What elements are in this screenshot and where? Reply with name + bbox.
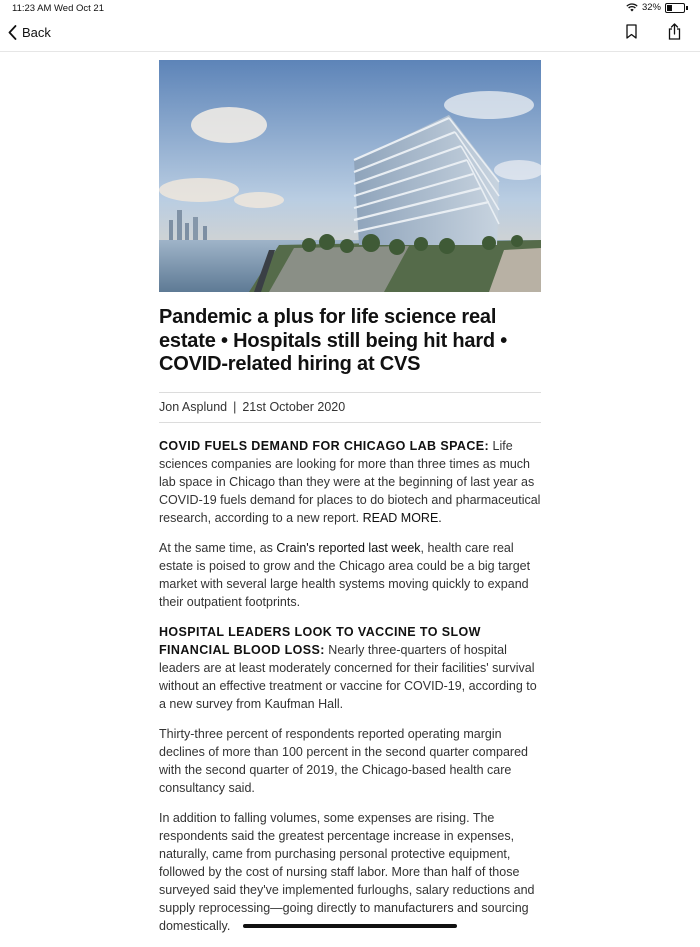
home-indicator xyxy=(243,924,457,928)
publish-date: 21st October 2020 xyxy=(242,400,346,414)
article-headline: Pandemic a plus for life science real estate • Hospitals still being hit hard • COVID-related hiring at CVS xyxy=(159,306,508,375)
author-name: Jon Asplund xyxy=(159,400,228,414)
crains-link[interactable]: Crain's reported last week xyxy=(276,540,421,555)
chevron-left-icon xyxy=(8,25,17,40)
paragraph: Thirty-three percent of respondents reported operating margin declines of more than 100 percent in the second quarter compared with the second quarter of 2019, the Chicago-based health care consultancy said. xyxy=(159,726,528,795)
paragraph xyxy=(159,539,541,611)
battery-icon xyxy=(665,3,685,13)
status-date: Wed Oct 21 xyxy=(54,3,104,14)
battery-percent: 32% xyxy=(641,2,661,13)
section-lead: HOSPITAL LEADERS LOOK TO VACCINE TO SLOW FINANCIAL BLOOD LOSS: xyxy=(159,624,481,657)
paragraph-text: Life sciences companies are looking for more than three times as much lab space in Chicago than they were at the beginning of last year as COVID-19 fuels demand for places to do biotech and pharmaceutical research, according to a new report. xyxy=(159,438,541,525)
paragraph xyxy=(159,437,541,527)
share-icon[interactable] xyxy=(668,23,681,40)
article-body xyxy=(159,437,541,935)
byline-separator: | xyxy=(233,400,237,414)
hero-image xyxy=(159,60,541,292)
battery-fill xyxy=(667,5,672,11)
section-lead: COVID FUELS DEMAND FOR CHICAGO LAB SPACE: xyxy=(159,438,490,453)
wifi-icon xyxy=(626,3,638,12)
paragraph: In addition to falling volumes, some expenses are rising. The respondents said the greatest percentage increase in expenses, naturally, came from purchasing personal protective equipment, followed by the cost of nursing staff labor. More than half of those surveyed said they've implemented furloughs, salary reductions and supply reprocessing—going directly to manufacturers and sourcing domestically. xyxy=(159,810,535,933)
byline xyxy=(159,392,541,423)
paragraph xyxy=(159,623,541,713)
nav-bar xyxy=(0,18,700,52)
back-button[interactable] xyxy=(8,25,51,40)
paragraph-text: At the same time, as xyxy=(159,540,277,555)
paragraph-text: , health care real estate is poised to grow and the Chicago area could be a big target market with several large health systems moving quickly to expand their outpatient footprints. xyxy=(159,540,531,609)
status-indicators xyxy=(626,2,688,13)
paragraph-text: Nearly three-quarters of hospital leaders are at least moderately concerned for their facilities' survival without an effective treatment or vaccine for COVID-19, according to a new survey from Kaufman Hall. xyxy=(159,642,537,711)
back-label: Back xyxy=(22,25,51,40)
read-more-link[interactable]: READ MORE. xyxy=(362,510,442,525)
article xyxy=(159,60,541,947)
status-time: 11:23 AM xyxy=(12,3,52,14)
status-bar xyxy=(0,0,700,18)
bookmark-icon[interactable] xyxy=(626,24,637,39)
battery-cap xyxy=(686,6,688,10)
